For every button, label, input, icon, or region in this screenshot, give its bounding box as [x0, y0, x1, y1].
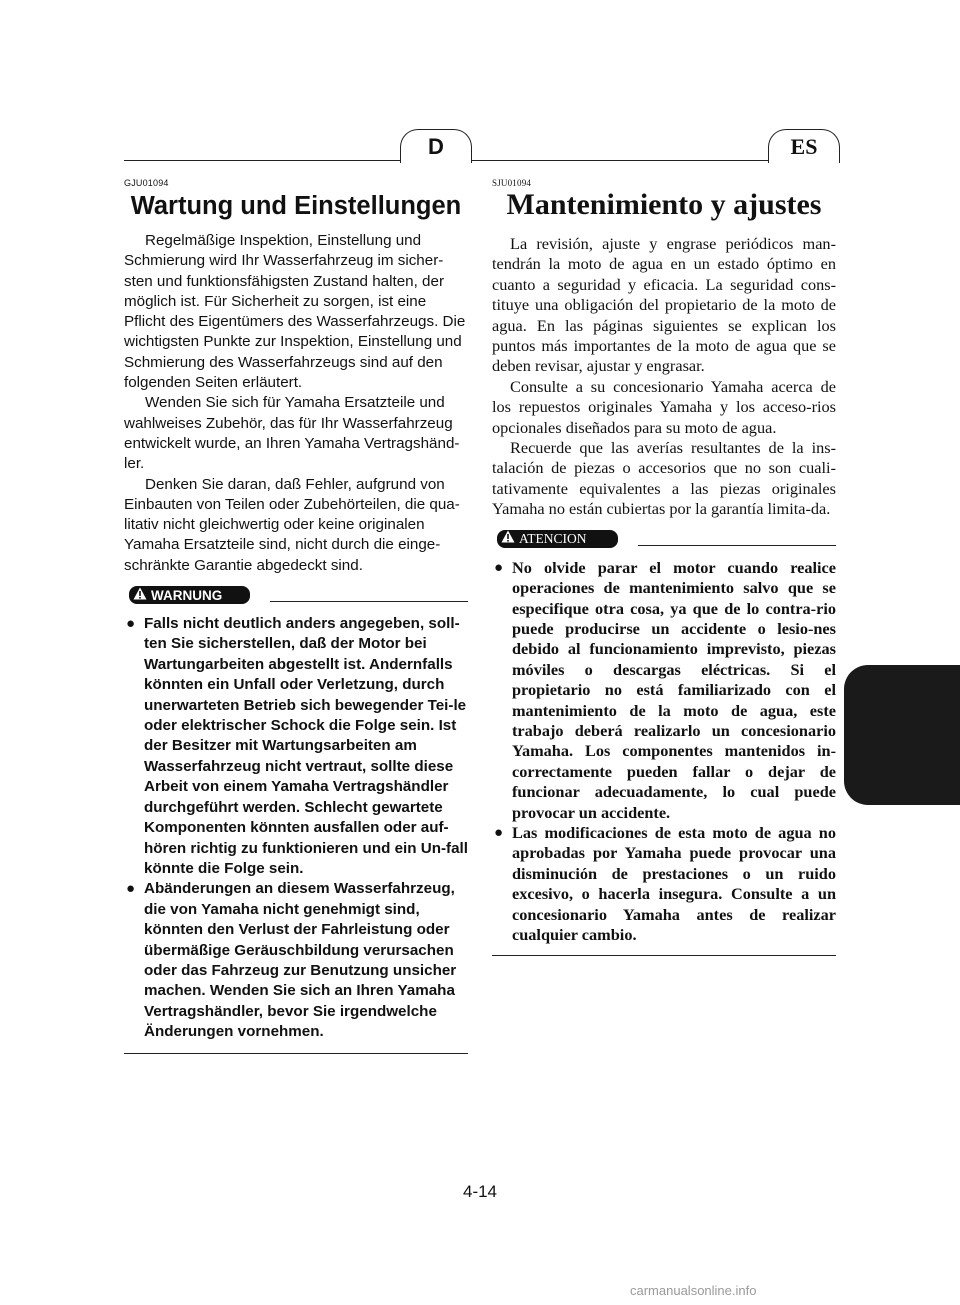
language-tab-german: D	[400, 129, 472, 163]
language-tab-spanish: ES	[768, 129, 840, 163]
section-title: Wartung und Einstellungen	[130, 192, 462, 220]
body-paragraph: Recuerde que las averías resultantes de la ins-talación de piezas o accesorios que no son cuali-tativamente equivalentes a las piezas originales Yamaha no están cubiertas por la garantía limita-da.	[492, 438, 836, 519]
warning-label: WARNUNG	[151, 587, 223, 603]
warning-rule	[270, 601, 468, 602]
warning-end-rule	[492, 955, 836, 956]
warning-label: ATENCION	[519, 530, 587, 546]
body-paragraph: Regelmäßige Inspektion, Einstellung und Schmierung wird Ihr Wasserfahrzeug im sicher-sten und funktionsfähigsten Zustand halten, der möglich ist. Für Sicherheit zu sorgen, ist eine Pflicht des Eigentümers des Wasserfahrzeugs. Die wichtigsten Punkte zur Inspektion, Einstellung und Schmierung des Wasserfahrzeugs sind auf den folgenden Seiten erläutert.	[124, 232, 466, 392]
warning-list	[492, 558, 836, 946]
section-code: GJU01094	[124, 178, 169, 188]
list-item: ● Falls nicht deutlich anders angegeben, soll-ten Sie sicherstellen, daß der Motor bei Wartungarbeiten abgestellt ist. Andernfalls könnten ein Unfall oder Verletzung, durch unerwarteten Betrieb sich bewegender Tei-le oder elektrischer Schock die Folge sein. Ist der Besitzer mit Wartungsarbeiten am Wasserfahrzeug nicht vertraut, sollte diese Arbeit von einem Yamaha Vertragshändler durchgeführt werden. Schlecht gewartete Komponenten könnten ausfallen oder auf-hören richtig zu funktionieren und ein Un-fall könnte die Folge sein.	[126, 615, 468, 877]
warning-badge	[129, 586, 250, 604]
section-code: SJU01094	[492, 178, 532, 188]
german-column	[124, 175, 468, 1054]
warning-triangle-icon	[133, 587, 147, 603]
warning-list	[124, 614, 468, 1043]
warning-triangle-icon	[501, 530, 515, 547]
section-title: Mantenimiento y ajustes	[506, 188, 822, 221]
bullet-icon: ●	[494, 559, 504, 576]
warning-badge	[497, 530, 618, 548]
list-item: ● No olvide parar el motor cuando realice operaciones de mantenimiento salvo que se especifique otra cosa, ya que de lo contra-rio puede producirse un accidente o lesio-nes debido al funcionamiento imprevisto, piezas móviles o descargas eléctricas. Si el propietario no está familiarizado con el mantenimiento de la moto de agua, este trabajo deberá realizarlo un concesionario Yamaha. Los componentes mantenidos in-correctamente pueden fallar o dejar de funcionar adecuadamente, lo cual puede provocar un accidente.	[494, 557, 836, 822]
warning-heading	[124, 586, 468, 606]
body-paragraph: Consulte a su concesionario Yamaha acerca de los repuestos originales Yamaha y los acceso-rios opcionales diseñados para su moto de agua.	[492, 376, 836, 437]
warning-heading	[492, 530, 836, 550]
list-item: ● Abänderungen an diesem Wasserfahrzeug, die von Yamaha nicht genehmigt sind, könnten den Verlust der Fahrleistung oder übermäßige Geräuschbildung verursachen oder das Fahrzeug zur Benutzung unsicher machen. Wenden Sie sich an Ihren Yamaha Vertragshändler, bevor Sie irgendwelche Änderungen vornehmen.	[126, 880, 457, 1041]
spanish-column	[492, 175, 836, 956]
body-paragraph: Wenden Sie sich für Yamaha Ersatzteile und wahlweises Zubehör, das für Ihr Wasserfahrzeug entwickelt wurde, an Ihren Yamaha Vertragshänd-ler.	[124, 394, 460, 473]
header-rule	[124, 160, 836, 161]
watermark: carmanualsonline.info	[630, 1283, 757, 1298]
chapter-thumb-tab	[844, 665, 960, 805]
bullet-icon: ●	[126, 880, 136, 898]
bullet-icon: ●	[126, 615, 136, 633]
bullet-icon: ●	[494, 824, 504, 841]
body-paragraph: La revisión, ajuste y engrase periódicos man-tendrán la moto de agua en un estado óptimo en cuanto a seguridad y eficacia. La seguridad cons-tituye una obligación del propietario de la moto de agua. En las páginas siguientes se explican los puntos más importantes de la moto de agua que se deben revisar, ajustar y engrasar.	[492, 234, 836, 376]
page-number: 4-14	[462, 1182, 498, 1201]
warning-rule	[638, 545, 836, 546]
warning-end-rule	[124, 1053, 468, 1054]
list-item: ● Las modificaciones de esta moto de agua no aprobadas por Yamaha puede provocar una disminución de prestaciones o un ruido excesivo, o hacerla insegura. Consulte a un concesionario Yamaha antes de realizar cualquier cambio.	[494, 822, 836, 944]
body-paragraph: Denken Sie daran, daß Fehler, aufgrund von Einbauten von Teilen oder Zubehörteilen, die qua-litativ nicht gleichwertig oder keine originalen Yamaha Ersatzteile sind, nicht durch die einge-schränkte Garantie abgedeckt sind.	[124, 475, 460, 574]
